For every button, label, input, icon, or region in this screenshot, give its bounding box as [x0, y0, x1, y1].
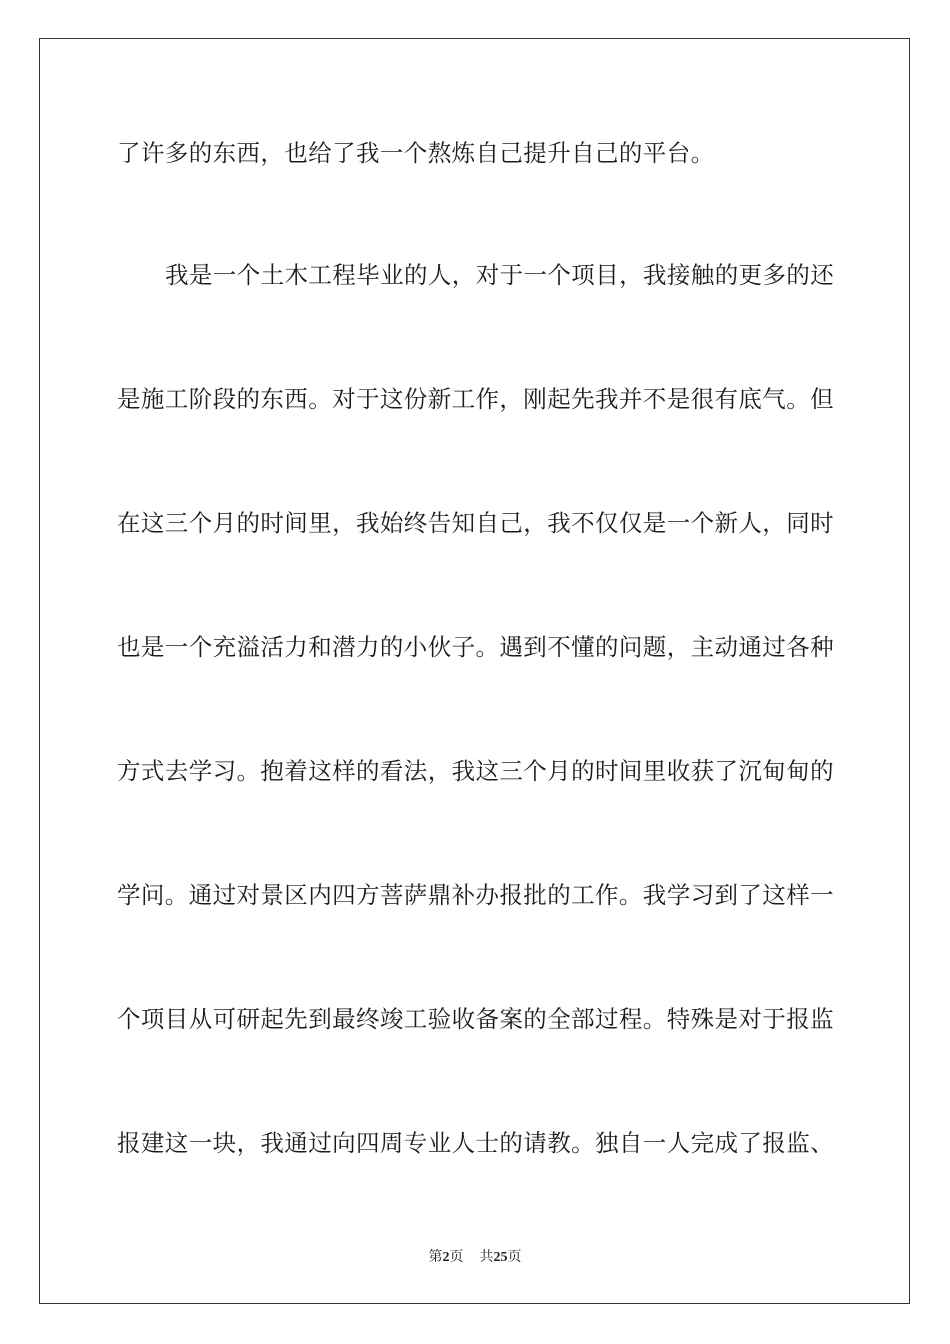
total-suffix: 页: [507, 1249, 522, 1265]
page-prefix: 第: [428, 1249, 443, 1265]
body-line-6: 方式去学习。抱着这样的看法，我这三个月的时间里收获了沉甸甸的: [117, 757, 834, 785]
page-number: 2: [442, 1250, 450, 1265]
body-line-9: 报建这一块，我通过向四周专业人士的请教。独自一人完成了报监、: [117, 1129, 834, 1157]
total-pages: 25: [493, 1250, 508, 1265]
body-line-2: 我是一个土木工程毕业的人，对于一个项目，我接触的更多的还: [165, 261, 835, 289]
total-prefix: 共: [479, 1249, 494, 1265]
page-footer: [0, 1248, 950, 1267]
body-line-3: 是施工阶段的东西。对于这份新工作，刚起先我并不是很有底气。但: [117, 385, 834, 413]
body-line-7: 学问。通过对景区内四方菩萨鼎补办报批的工作。我学习到了这样一: [117, 881, 834, 909]
page-border: [39, 38, 910, 1304]
body-line-4: 在这三个月的时间里，我始终告知自己，我不仅仅是一个新人，同时: [117, 509, 834, 537]
page-suffix: 页: [449, 1249, 464, 1265]
body-line-8: 个项目从可研起先到最终竣工验收备案的全部过程。特殊是对于报监: [117, 1005, 834, 1033]
body-line-5: 也是一个充溢活力和潜力的小伙子。遇到不懂的问题，主动通过各种: [117, 633, 834, 661]
body-line-1: 了许多的东西，也给了我一个熬炼自己提升自己的平台。: [117, 139, 715, 167]
